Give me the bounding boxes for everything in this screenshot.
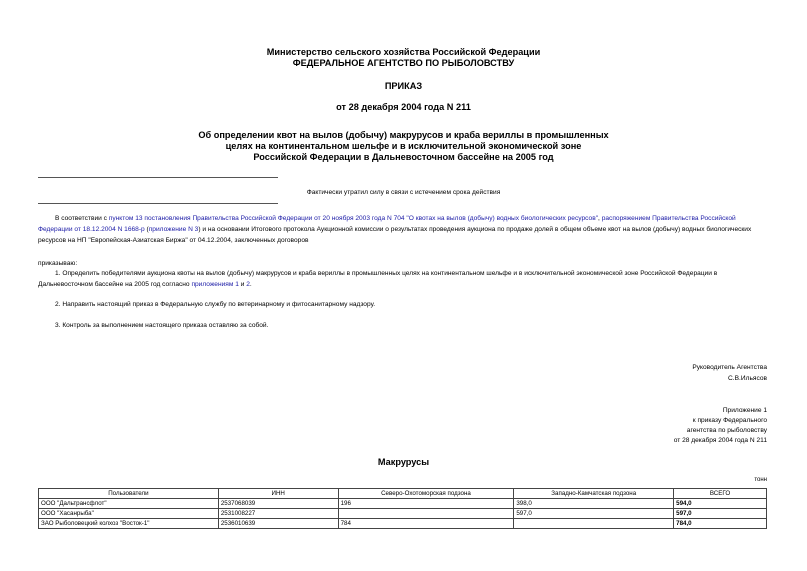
order-item-1-end: . (249, 281, 252, 288)
agency-name: ФЕДЕРАЛЬНОЕ АГЕНТСТВО ПО РЫБОЛОВСТВУ (292, 58, 515, 68)
preamble-text-2: , (598, 215, 602, 222)
appendix-ref-line-2: к приказу Федерального (692, 417, 767, 424)
divider-bottom (38, 203, 278, 204)
document-title-line-1: Об определении квот на вылов (добычу) макрурусов и краба вериллы в промышленных (198, 130, 609, 140)
order-item-2: 2. Направить настоящий приказ в Федеральную службу по ветеринарному и фитосанитарному надзору. (55, 301, 376, 308)
cell-total: 784,0 (674, 519, 767, 529)
signature-name: С.В.Ильясов (728, 375, 767, 382)
appendix-label: Приложение 1 (722, 407, 767, 414)
signature-position: Руководитель Агентства (692, 364, 767, 371)
table-row (39, 509, 767, 519)
quota-table (38, 488, 767, 529)
preamble (38, 213, 770, 246)
ministry-name: Министерство сельского хозяйства Российской Федерации (266, 47, 541, 57)
column-header-north-okhotsk: Северо-Охотоморская подзона (338, 489, 514, 499)
preamble-text-4: ) и на основании Итогового протокола Аукционной комиссии о результатах проведения аукциона по продаже долей в общем объеме квот на вылов (добычу) водных биологических ресурсов на НП "Европейская-Азиатская Биржа" от 04.12.2004, заключенных договоров (38, 226, 752, 244)
cell-total: 594,0 (674, 499, 767, 509)
cell-north-okhotsk: 196 (338, 499, 514, 509)
appendix-ref-line-3: агентства по рыболовству (686, 427, 767, 434)
table-row (39, 519, 767, 529)
column-header-users: Пользователи (39, 489, 219, 499)
column-header-west-kamchatka: Западно-Камчатская подзона (514, 489, 674, 499)
link-appendix-1[interactable]: приложениям 1 (191, 281, 239, 288)
order-word: приказываю: (38, 260, 78, 267)
order-item-1-and: и (238, 281, 247, 288)
cell-user: ЗАО Рыболовецкий колхоз "Восток-1" (39, 519, 219, 529)
cell-west-kamchatka: 398,0 (514, 499, 674, 509)
order-item-1-text: 1. Определить победителями аукциона квоты на вылов (добычу) макрурусов и краба вериллы в промышленных целях на континентальном шельфе и в исключительной экономической зоне Российской Федерации в Дальневосточном бассейне на 2005 год согласно (38, 270, 718, 288)
document-type: ПРИКАЗ (384, 81, 423, 91)
cell-inn: 2531008227 (218, 509, 338, 519)
cell-north-okhotsk: 784 (338, 519, 514, 529)
document-date-number: от 28 декабря 2004 года N 211 (336, 102, 471, 112)
unit-label: тонн (754, 477, 767, 483)
cell-inn: 2537068039 (218, 499, 338, 509)
cell-west-kamchatka (514, 519, 674, 529)
document-title-line-3: Российской Федерации в Дальневосточном бассейне на 2005 год (253, 152, 554, 162)
cell-inn: 2536010639 (218, 519, 338, 529)
cell-north-okhotsk (338, 509, 514, 519)
order-item-3: 3. Контроль за выполнением настоящего приказа оставляю за собой. (55, 322, 269, 329)
table-row (39, 499, 767, 509)
appendix-ref-line-4: от 28 декабря 2004 года N 211 (673, 437, 767, 444)
order-item-1 (38, 268, 770, 290)
cell-user: ООО "Дальтрансфлот" (39, 499, 219, 509)
cell-west-kamchatka: 597,0 (514, 509, 674, 519)
status-note: Фактически утратил силу в связи с истечением срока действия (306, 189, 501, 196)
link-appendix-2[interactable]: 2 (246, 281, 250, 288)
cell-total: 597,0 (674, 509, 767, 519)
table-header-row (39, 489, 767, 499)
section-title: Макрурусы (377, 457, 430, 467)
column-header-total: ВСЕГО (674, 489, 767, 499)
document-title-line-2: целях на континентальном шельфе и в исключительной экономической зоне (225, 141, 582, 151)
preamble-text-1: В соответствии с (55, 215, 109, 222)
link-government-decree-704[interactable]: пунктом 13 постановления Правительства Российской Федерации от 20 ноября 2003 года N 704 "О квотах на вылов (добычу) водных биологических ресурсов" (108, 215, 599, 222)
divider-top (38, 177, 278, 178)
link-appendix-3[interactable]: приложение N 3 (148, 226, 199, 233)
preamble-text-3: ( (144, 226, 149, 233)
link-government-order-1668[interactable]: распоряжением Правительства Российской Федерации от 18.12.2004 N 1668-р (38, 215, 736, 233)
column-header-inn: ИНН (218, 489, 338, 499)
cell-user: ООО "Хасанрыба" (39, 509, 219, 519)
